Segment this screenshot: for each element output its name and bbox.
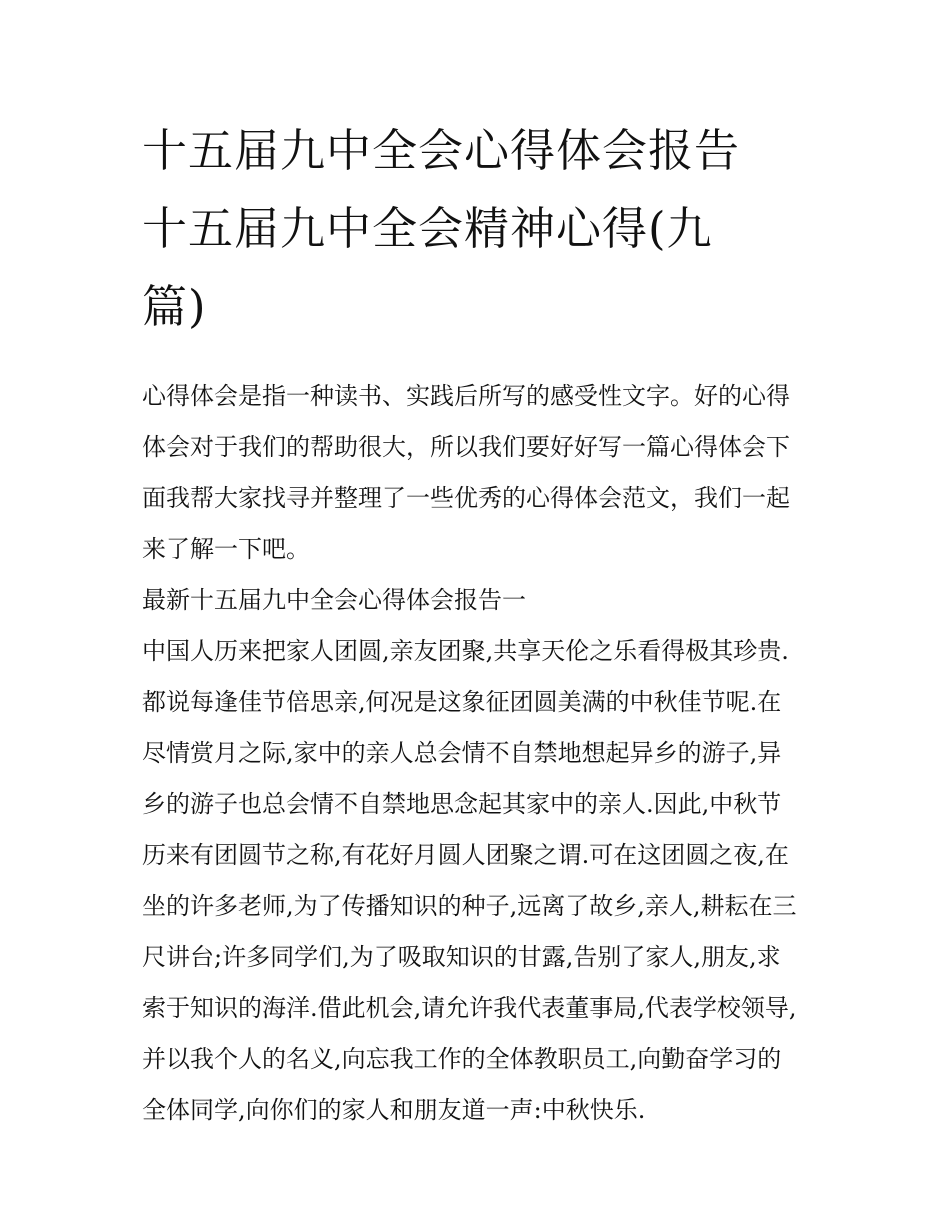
intro-line: 来了解一下吧。 xyxy=(142,535,310,563)
body-line: 都说每逢佳节倍思亲,何况是这象征团圆美满的中秋佳节呢.在 xyxy=(142,688,782,716)
title-line: 十五届九中全会精神心得(九 xyxy=(142,202,713,255)
intro-line: 面我帮大家找寻并整理了一些优秀的心得体会范文，我们一起 xyxy=(142,484,790,512)
body-line: 尺讲台;许多同学们,为了吸取知识的甘露,告别了家人,朋友,求 xyxy=(142,943,781,971)
intro-line: 心得体会是指一种读书、实践后所写的感受性文字。好的心得 xyxy=(142,382,790,410)
body-line: 乡的游子也总会情不自禁地思念起其家中的亲人.因此,中秋节 xyxy=(142,790,782,818)
title-line: 十五届九中全会心得体会报告 xyxy=(142,124,741,177)
body-line: 坐的许多老师,为了传播知识的种子,远离了故乡,亲人,耕耘在三 xyxy=(142,892,797,920)
body-paragraph xyxy=(142,626,814,1136)
intro-line: 体会对于我们的帮助很大，所以我们要好好写一篇心得体会下 xyxy=(142,433,790,461)
section-heading-text: 最新十五届九中全会心得体会报告一 xyxy=(142,586,526,614)
body-line: 尽情赏月之际,家中的亲人总会情不自禁地想起异乡的游子,异 xyxy=(142,739,782,767)
document-page xyxy=(142,112,814,1136)
body-line: 中国人历来把家人团圆,亲友团聚,共享天伦之乐看得极其珍贵. xyxy=(142,637,789,665)
body-line: 全体同学,向你们的家人和朋友道一声:中秋快乐. xyxy=(142,1096,646,1124)
intro-paragraph xyxy=(142,371,814,575)
section-heading xyxy=(142,575,814,626)
document-title xyxy=(142,112,814,346)
body-line: 索于知识的海洋.借此机会,请允许我代表董事局,代表学校领导, xyxy=(142,994,797,1022)
body-line: 历来有团圆节之称,有花好月圆人团聚之谓.可在这团圆之夜,在 xyxy=(142,841,789,869)
body-line: 并以我个人的名义,向忘我工作的全体教职员工,向勤奋学习的 xyxy=(142,1045,782,1073)
title-line: 篇) xyxy=(142,280,207,333)
